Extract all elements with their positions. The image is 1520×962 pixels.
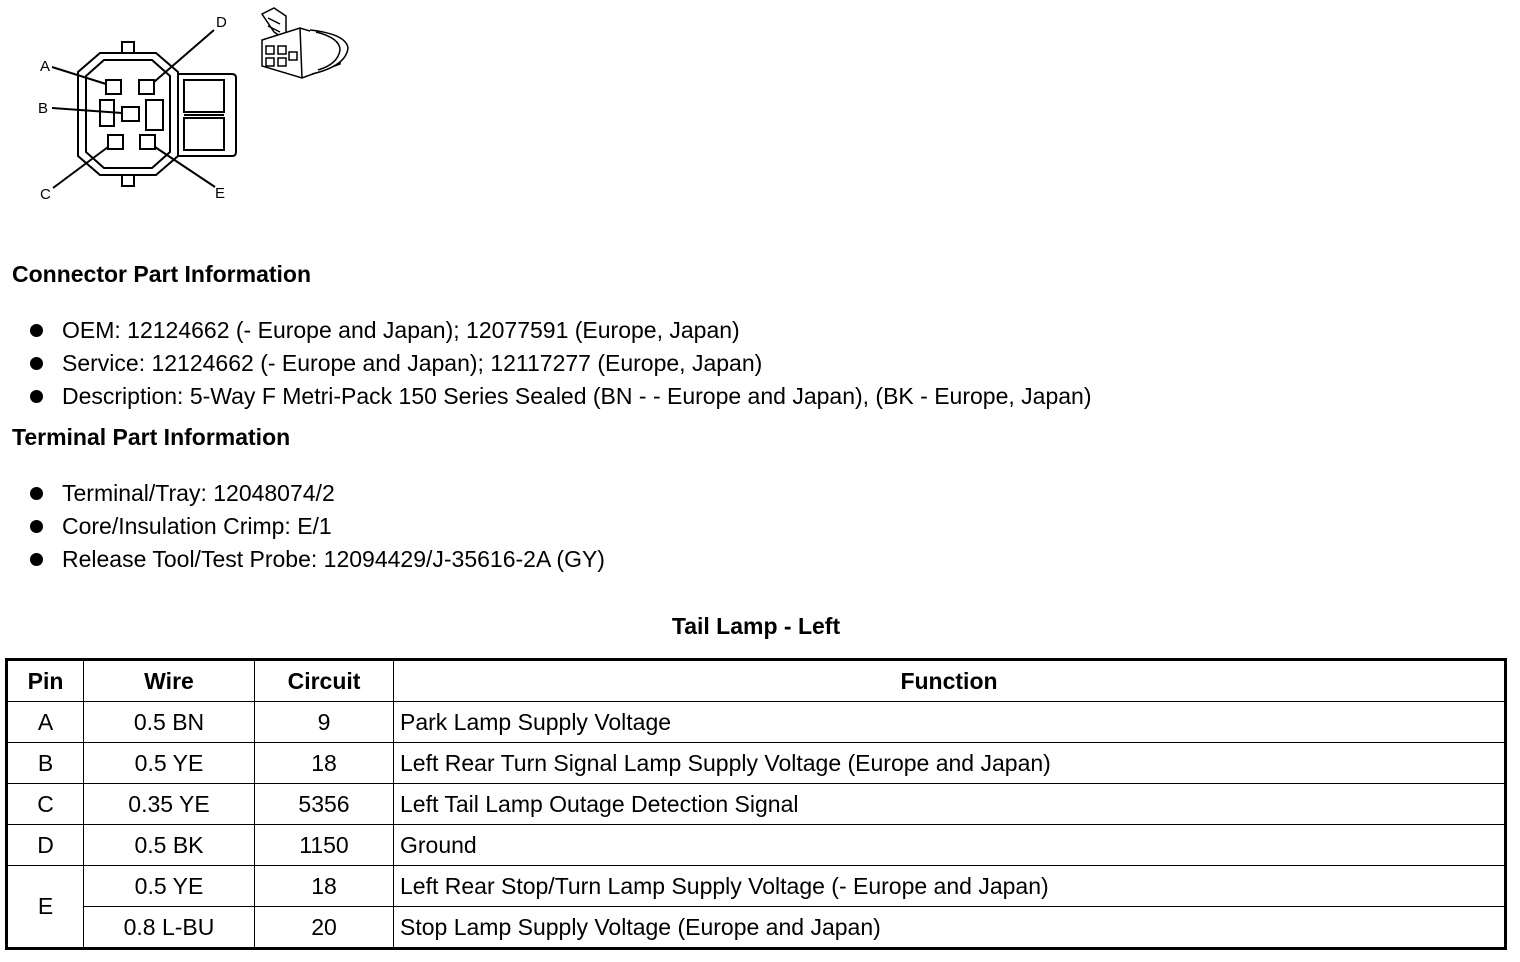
- table-row: [7, 702, 1506, 743]
- pin-label-b: B: [38, 100, 49, 117]
- header-function: Function: [394, 660, 1506, 702]
- cell-wire: 0.8 L-BU: [84, 907, 255, 949]
- cell-function: Stop Lamp Supply Voltage (Europe and Japan): [394, 907, 1506, 949]
- list-item: Terminal/Tray: 12048074/2: [30, 477, 605, 510]
- cell-function: Left Rear Stop/Turn Lamp Supply Voltage (- Europe and Japan): [394, 866, 1506, 907]
- cell-pin: D: [7, 825, 84, 866]
- cell-circuit: 1150: [255, 825, 394, 866]
- header-circuit: Circuit: [255, 660, 394, 702]
- connector-thumbnail: [262, 8, 348, 78]
- pin-label-e: E: [215, 185, 226, 202]
- cell-function: Left Rear Turn Signal Lamp Supply Voltage (Europe and Japan): [394, 743, 1506, 784]
- list-item: Description: 5-Way F Metri-Pack 150 Series Sealed (BN - - Europe and Japan), (BK - Europe, Japan): [30, 380, 1091, 413]
- table-row: [7, 743, 1506, 784]
- table-header-row: [7, 660, 1506, 702]
- list-item: OEM: 12124662 (- Europe and Japan); 12077591 (Europe, Japan): [30, 314, 1091, 347]
- cell-pin: A: [7, 702, 84, 743]
- cell-wire: 0.5 YE: [84, 743, 255, 784]
- cell-wire: 0.5 BN: [84, 702, 255, 743]
- table-title: Tail Lamp - Left: [671, 613, 841, 639]
- pin-label-a: A: [40, 58, 51, 75]
- pinout-table: [5, 658, 1507, 950]
- table-row: [7, 784, 1506, 825]
- table-row: [7, 866, 1506, 907]
- connector-info-title: Connector Part Information: [12, 261, 312, 287]
- cell-function: Park Lamp Supply Voltage: [394, 702, 1506, 743]
- cell-wire: 0.5 BK: [84, 825, 255, 866]
- connector-diagram: [0, 0, 370, 215]
- cell-pin: E: [7, 866, 84, 949]
- cell-wire: 0.35 YE: [84, 784, 255, 825]
- list-item: Service: 12124662 (- Europe and Japan); 12117277 (Europe, Japan): [30, 347, 1091, 380]
- list-item: Core/Insulation Crimp: E/1: [30, 510, 605, 543]
- table-row: [7, 907, 1506, 949]
- cell-wire: 0.5 YE: [84, 866, 255, 907]
- terminal-info-title: Terminal Part Information: [12, 424, 291, 450]
- cell-circuit: 9: [255, 702, 394, 743]
- header-wire: Wire: [84, 660, 255, 702]
- cell-circuit: 5356: [255, 784, 394, 825]
- pin-label-c: C: [40, 186, 51, 203]
- cell-circuit: 18: [255, 866, 394, 907]
- cell-function: Left Tail Lamp Outage Detection Signal: [394, 784, 1506, 825]
- cell-circuit: 20: [255, 907, 394, 949]
- list-item: Release Tool/Test Probe: 12094429/J-35616-2A (GY): [30, 543, 605, 576]
- header-pin: Pin: [7, 660, 84, 702]
- connector-info-list: [30, 314, 1091, 413]
- cell-pin: C: [7, 784, 84, 825]
- table-row: [7, 825, 1506, 866]
- terminal-info-list: [30, 477, 605, 576]
- cell-circuit: 18: [255, 743, 394, 784]
- cell-pin: B: [7, 743, 84, 784]
- cell-function: Ground: [394, 825, 1506, 866]
- pin-label-d: D: [216, 14, 227, 31]
